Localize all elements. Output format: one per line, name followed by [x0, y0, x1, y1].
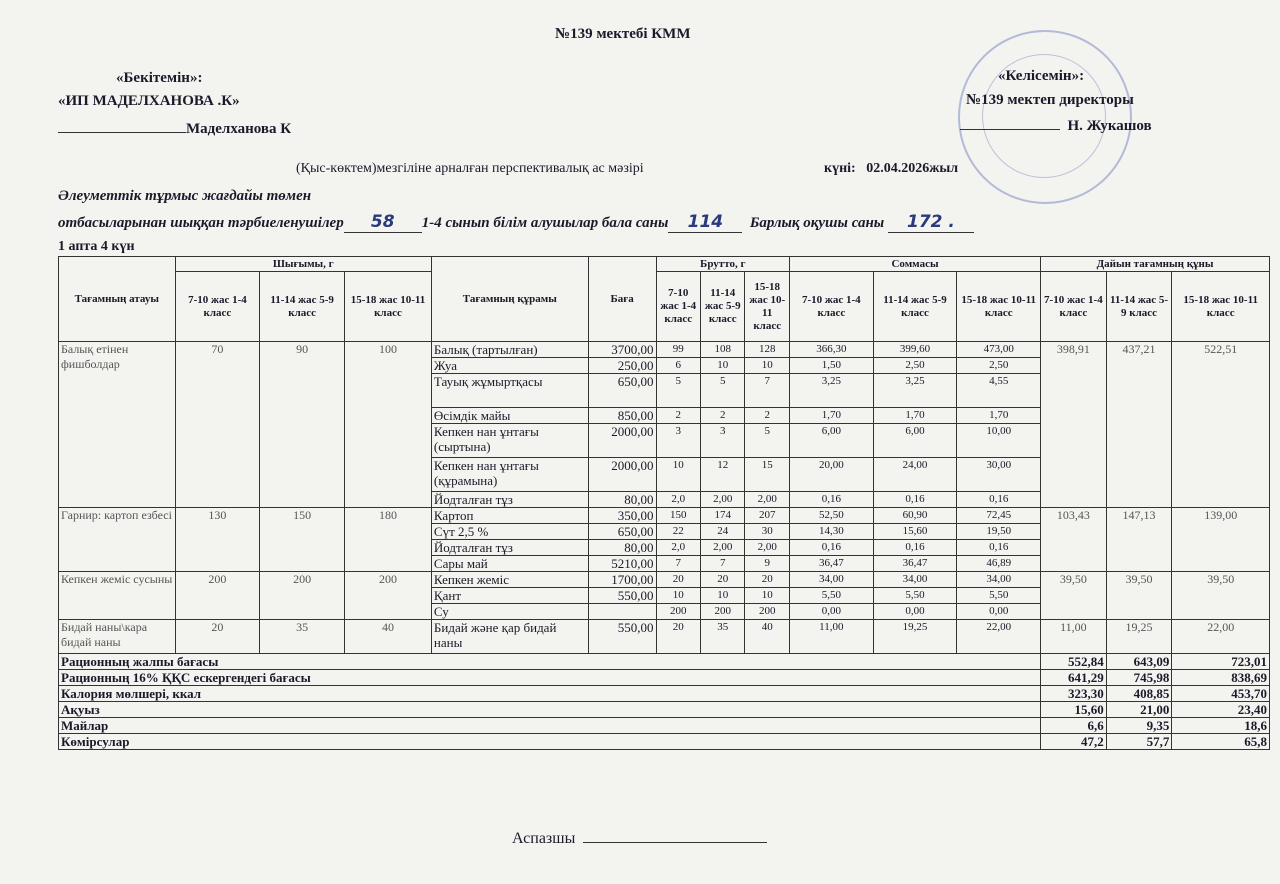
- totals-value: 6,6: [1041, 718, 1107, 734]
- cook-signature-line: [512, 826, 767, 848]
- menu-title: (Қыс-көктем)мезгіліне арналған перспективалық ас мәзірі: [296, 161, 644, 176]
- ingredient-price: 650,00: [588, 524, 656, 540]
- sum-value: 0,00: [789, 604, 873, 620]
- sum-value: 399,60: [873, 342, 957, 358]
- brutto-value: 7: [701, 556, 745, 572]
- sum-value: 15,60: [873, 524, 957, 540]
- sum-value: 30,00: [957, 458, 1041, 492]
- brutto-value: 5: [656, 374, 700, 408]
- dish-output: 180: [345, 508, 432, 572]
- ready-cost: 39,50: [1041, 572, 1107, 620]
- ingredient-price: 350,00: [588, 508, 656, 524]
- brutto-value: 174: [701, 508, 745, 524]
- count-pupils-1-4: 114: [668, 212, 742, 233]
- header-age-group: 15-18 жас 10-11 класс: [745, 272, 790, 342]
- info-text-c: Барлық оқушы саны: [749, 215, 885, 231]
- ingredient-name: Сүт 2,5 %: [431, 524, 588, 540]
- brutto-value: 2,0: [656, 492, 700, 508]
- totals-label: Көмірсулар: [59, 734, 1041, 750]
- ingredient-price: [588, 604, 656, 620]
- dish-name: Кепкен жеміс сусыны: [59, 572, 176, 620]
- menu-body: [59, 342, 1270, 750]
- ready-cost: 103,43: [1041, 508, 1107, 572]
- sum-value: 52,50: [789, 508, 873, 524]
- brutto-value: 10: [656, 458, 700, 492]
- totals-value: 745,98: [1106, 670, 1172, 686]
- brutto-value: 2: [656, 408, 700, 424]
- ingredient-price: 2000,00: [588, 458, 656, 492]
- sum-value: 36,47: [789, 556, 873, 572]
- dish-name: Гарнир: картоп езбесі: [59, 508, 176, 572]
- ingredient-price: 850,00: [588, 408, 656, 424]
- totals-value: 57,7: [1106, 734, 1172, 750]
- sum-value: 19,50: [957, 524, 1041, 540]
- brutto-value: 2,0: [656, 540, 700, 556]
- totals-label: Рационның 16% ҚҚС ескергендегі бағасы: [59, 670, 1041, 686]
- agree-label: «Келісемін»:: [998, 68, 1085, 84]
- ready-cost: 147,13: [1106, 508, 1172, 572]
- sum-value: 6,00: [789, 424, 873, 458]
- agree-signature-line: [960, 113, 1152, 135]
- ready-cost: 19,25: [1106, 620, 1172, 654]
- ingredient-price: 1700,00: [588, 572, 656, 588]
- header-age-group: 15-18 жас 10-11 класс: [957, 272, 1041, 342]
- totals-value: 552,84: [1041, 654, 1107, 670]
- ready-cost: 522,51: [1172, 342, 1270, 508]
- agree-position: №139 мектеп директоры: [966, 92, 1134, 108]
- brutto-value: 3: [656, 424, 700, 458]
- table-row: [59, 342, 1270, 358]
- totals-label: Рационның жалпы бағасы: [59, 654, 1041, 670]
- cook-label: Аспазшы: [512, 830, 576, 847]
- header-price: Баға: [588, 257, 656, 342]
- ingredient-name: Жуа: [431, 358, 588, 374]
- totals-value: 9,35: [1106, 718, 1172, 734]
- header-age-group: 7-10 жас 1-4 класс: [175, 272, 260, 342]
- brutto-value: 24: [701, 524, 745, 540]
- brutto-value: 7: [656, 556, 700, 572]
- header-age-group: 7-10 жас 1-4 класс: [789, 272, 873, 342]
- sum-value: 366,30: [789, 342, 873, 358]
- ready-cost: 39,50: [1106, 572, 1172, 620]
- header-age-group: 11-14 жас 5-9 класс: [873, 272, 957, 342]
- totals-value: 723,01: [1172, 654, 1270, 670]
- ingredient-name: Кепкен нан ұнтағы (құрамына): [431, 458, 588, 492]
- approve-org: «ИП МАДЕЛХАНОВА .К»: [58, 93, 240, 109]
- date-value: 02.04.2026жыл: [866, 161, 959, 176]
- approve-signature-line: [58, 116, 291, 138]
- dish-output: 200: [260, 572, 345, 620]
- ingredient-price: 80,00: [588, 492, 656, 508]
- approve-label: «Бекітемін»:: [116, 70, 203, 86]
- brutto-value: 20: [745, 572, 790, 588]
- ingredient-name: Қант: [431, 588, 588, 604]
- header-age-group: 11-14 жас 5-9 класс: [701, 272, 745, 342]
- totals-row: [59, 734, 1270, 750]
- brutto-value: 7: [745, 374, 790, 408]
- date-label: күні:: [824, 161, 856, 176]
- ingredient-name: Тауық жұмыртқасы: [431, 374, 588, 408]
- brutto-value: 15: [745, 458, 790, 492]
- header-dish: Тағамның атауы: [59, 257, 176, 342]
- sum-value: 20,00: [789, 458, 873, 492]
- sum-value: 1,70: [789, 408, 873, 424]
- sum-value: 6,00: [873, 424, 957, 458]
- sum-value: 5,50: [789, 588, 873, 604]
- brutto-value: 2: [701, 408, 745, 424]
- ready-cost: 398,91: [1041, 342, 1107, 508]
- header-age-group: 11-14 жас 5-9 класс: [1106, 272, 1172, 342]
- dish-output: 200: [345, 572, 432, 620]
- ingredient-name: Картоп: [431, 508, 588, 524]
- sum-value: 72,45: [957, 508, 1041, 524]
- ingredient-price: 5210,00: [588, 556, 656, 572]
- sum-value: 0,16: [957, 492, 1041, 508]
- ingredient-name: Йодталған тұз: [431, 492, 588, 508]
- ingredient-name: Йодталған тұз: [431, 540, 588, 556]
- dish-output: 70: [175, 342, 260, 508]
- dish-output: 200: [175, 572, 260, 620]
- brutto-value: 99: [656, 342, 700, 358]
- header-age-group: 7-10 жас 1-4 класс: [656, 272, 700, 342]
- brutto-value: 5: [701, 374, 745, 408]
- totals-value: 838,69: [1172, 670, 1270, 686]
- sum-value: 5,50: [873, 588, 957, 604]
- header-age-group: 11-14 жас 5-9 класс: [260, 272, 345, 342]
- brutto-value: 2,00: [745, 492, 790, 508]
- ingredient-name: Өсімдік майы: [431, 408, 588, 424]
- brutto-value: 10: [745, 588, 790, 604]
- sum-value: 473,00: [957, 342, 1041, 358]
- totals-value: 408,85: [1106, 686, 1172, 702]
- totals-value: 65,8: [1172, 734, 1270, 750]
- ingredient-name: Балық (тартылған): [431, 342, 588, 358]
- ready-cost: 139,00: [1172, 508, 1270, 572]
- dish-output: 35: [260, 620, 345, 654]
- dish-output: 90: [260, 342, 345, 508]
- sum-value: 1,70: [957, 408, 1041, 424]
- sum-value: 1,70: [873, 408, 957, 424]
- ingredient-price: 250,00: [588, 358, 656, 374]
- totals-row: [59, 654, 1270, 670]
- agree-sign-name: Н. Жукашов: [1067, 118, 1152, 134]
- header-output: Шығымы, г: [175, 257, 431, 272]
- cook-signature-mark: [583, 826, 767, 843]
- totals-row: [59, 702, 1270, 718]
- sum-value: 19,25: [873, 620, 957, 654]
- info-line-1: Әлеуметтік тұрмыс жағдайы төмен: [58, 188, 312, 204]
- ready-cost: 22,00: [1172, 620, 1270, 654]
- count-pupils-social: 58: [344, 212, 422, 233]
- count-pupils-total: 172 .: [888, 212, 974, 233]
- sum-value: 36,47: [873, 556, 957, 572]
- brutto-value: 10: [656, 588, 700, 604]
- sum-value: 2,50: [873, 358, 957, 374]
- sum-value: 0,16: [957, 540, 1041, 556]
- table-row: [59, 572, 1270, 588]
- table-row: [59, 620, 1270, 654]
- brutto-value: 22: [656, 524, 700, 540]
- brutto-value: 2,00: [701, 492, 745, 508]
- sum-value: 3,25: [789, 374, 873, 408]
- totals-label: Майлар: [59, 718, 1041, 734]
- sum-value: 0,00: [873, 604, 957, 620]
- totals-value: 21,00: [1106, 702, 1172, 718]
- brutto-value: 12: [701, 458, 745, 492]
- brutto-value: 3: [701, 424, 745, 458]
- approve-sign-name: Маделханова К: [186, 121, 292, 137]
- totals-label: Калория мөлшері, ккал: [59, 686, 1041, 702]
- ingredient-name: Су: [431, 604, 588, 620]
- sum-value: 34,00: [789, 572, 873, 588]
- ingredient-price: 550,00: [588, 620, 656, 654]
- dish-output: 150: [260, 508, 345, 572]
- signature-mark: [58, 116, 186, 133]
- sum-value: 46,89: [957, 556, 1041, 572]
- table-row: [59, 508, 1270, 524]
- ready-cost: 11,00: [1041, 620, 1107, 654]
- info-line-2: [58, 212, 974, 233]
- sum-value: 24,00: [873, 458, 957, 492]
- dish-name: Бидай наны\кара бидай наны: [59, 620, 176, 654]
- sum-value: 0,00: [957, 604, 1041, 620]
- sum-value: 11,00: [789, 620, 873, 654]
- sum-value: 2,50: [957, 358, 1041, 374]
- dish-name: Балық етінен фишболдар: [59, 342, 176, 508]
- ingredient-name: Сары май: [431, 556, 588, 572]
- header-composition: Тағамның құрамы: [431, 257, 588, 342]
- sum-value: 14,30: [789, 524, 873, 540]
- brutto-value: 40: [745, 620, 790, 654]
- brutto-value: 150: [656, 508, 700, 524]
- brutto-value: 20: [701, 572, 745, 588]
- totals-label: Ақуыз: [59, 702, 1041, 718]
- brutto-value: 128: [745, 342, 790, 358]
- header-age-group: 15-18 жас 10-11 класс: [1172, 272, 1270, 342]
- sum-value: 22,00: [957, 620, 1041, 654]
- sum-value: 34,00: [873, 572, 957, 588]
- ingredient-price: 550,00: [588, 588, 656, 604]
- brutto-value: 2,00: [745, 540, 790, 556]
- totals-row: [59, 718, 1270, 734]
- dish-output: 100: [345, 342, 432, 508]
- signature-mark: [960, 113, 1060, 130]
- week-day: 1 апта 4 күн: [58, 239, 135, 254]
- sum-value: 0,16: [873, 492, 957, 508]
- sum-value: 60,90: [873, 508, 957, 524]
- dish-output: 40: [345, 620, 432, 654]
- brutto-value: 200: [656, 604, 700, 620]
- brutto-value: 20: [656, 572, 700, 588]
- ingredient-price: 650,00: [588, 374, 656, 408]
- ingredient-price: 3700,00: [588, 342, 656, 358]
- info-text-a: отбасыларынан шыққан тәрбиеленушілер: [58, 215, 344, 231]
- sum-value: 0,16: [873, 540, 957, 556]
- totals-value: 23,40: [1172, 702, 1270, 718]
- header-ready: Дайын тағамның құны: [1041, 257, 1270, 272]
- sum-value: 3,25: [873, 374, 957, 408]
- brutto-value: 10: [701, 358, 745, 374]
- totals-value: 643,09: [1106, 654, 1172, 670]
- sum-value: 4,55: [957, 374, 1041, 408]
- brutto-value: 2,00: [701, 540, 745, 556]
- dish-output: 20: [175, 620, 260, 654]
- header-age-group: 15-18 жас 10-11 класс: [345, 272, 432, 342]
- totals-value: 641,29: [1041, 670, 1107, 686]
- brutto-value: 10: [745, 358, 790, 374]
- sum-value: 0,16: [789, 540, 873, 556]
- totals-row: [59, 686, 1270, 702]
- menu-table: [58, 256, 1270, 750]
- ingredient-price: 2000,00: [588, 424, 656, 458]
- school-name: №139 мектебі КММ: [555, 26, 691, 42]
- sum-value: 10,00: [957, 424, 1041, 458]
- sum-value: 5,50: [957, 588, 1041, 604]
- brutto-value: 9: [745, 556, 790, 572]
- ingredient-name: Кепкен жеміс: [431, 572, 588, 588]
- brutto-value: 207: [745, 508, 790, 524]
- info-text-b: 1-4 сынып білім алушылар бала саны: [421, 215, 669, 231]
- totals-value: 323,30: [1041, 686, 1107, 702]
- totals-row: [59, 670, 1270, 686]
- totals-value: 18,6: [1172, 718, 1270, 734]
- brutto-value: 6: [656, 358, 700, 374]
- totals-value: 15,60: [1041, 702, 1107, 718]
- ready-cost: 39,50: [1172, 572, 1270, 620]
- totals-value: 47,2: [1041, 734, 1107, 750]
- brutto-value: 30: [745, 524, 790, 540]
- brutto-value: 200: [701, 604, 745, 620]
- brutto-value: 10: [701, 588, 745, 604]
- sum-value: 1,50: [789, 358, 873, 374]
- sum-value: 34,00: [957, 572, 1041, 588]
- brutto-value: 20: [656, 620, 700, 654]
- brutto-value: 200: [745, 604, 790, 620]
- header-sum: Соммасы: [789, 257, 1040, 272]
- ingredient-name: Бидай және қар бидай наны: [431, 620, 588, 654]
- ingredient-name: Кепкен нан ұнтағы (сыртына): [431, 424, 588, 458]
- brutto-value: 2: [745, 408, 790, 424]
- header-brutto: Брутто, г: [656, 257, 789, 272]
- totals-value: 453,70: [1172, 686, 1270, 702]
- ready-cost: 437,21: [1106, 342, 1172, 508]
- ingredient-price: 80,00: [588, 540, 656, 556]
- brutto-value: 5: [745, 424, 790, 458]
- dish-output: 130: [175, 508, 260, 572]
- menu-date: [824, 161, 958, 177]
- brutto-value: 108: [701, 342, 745, 358]
- header-age-group: 7-10 жас 1-4 класс: [1041, 272, 1107, 342]
- sum-value: 0,16: [789, 492, 873, 508]
- brutto-value: 35: [701, 620, 745, 654]
